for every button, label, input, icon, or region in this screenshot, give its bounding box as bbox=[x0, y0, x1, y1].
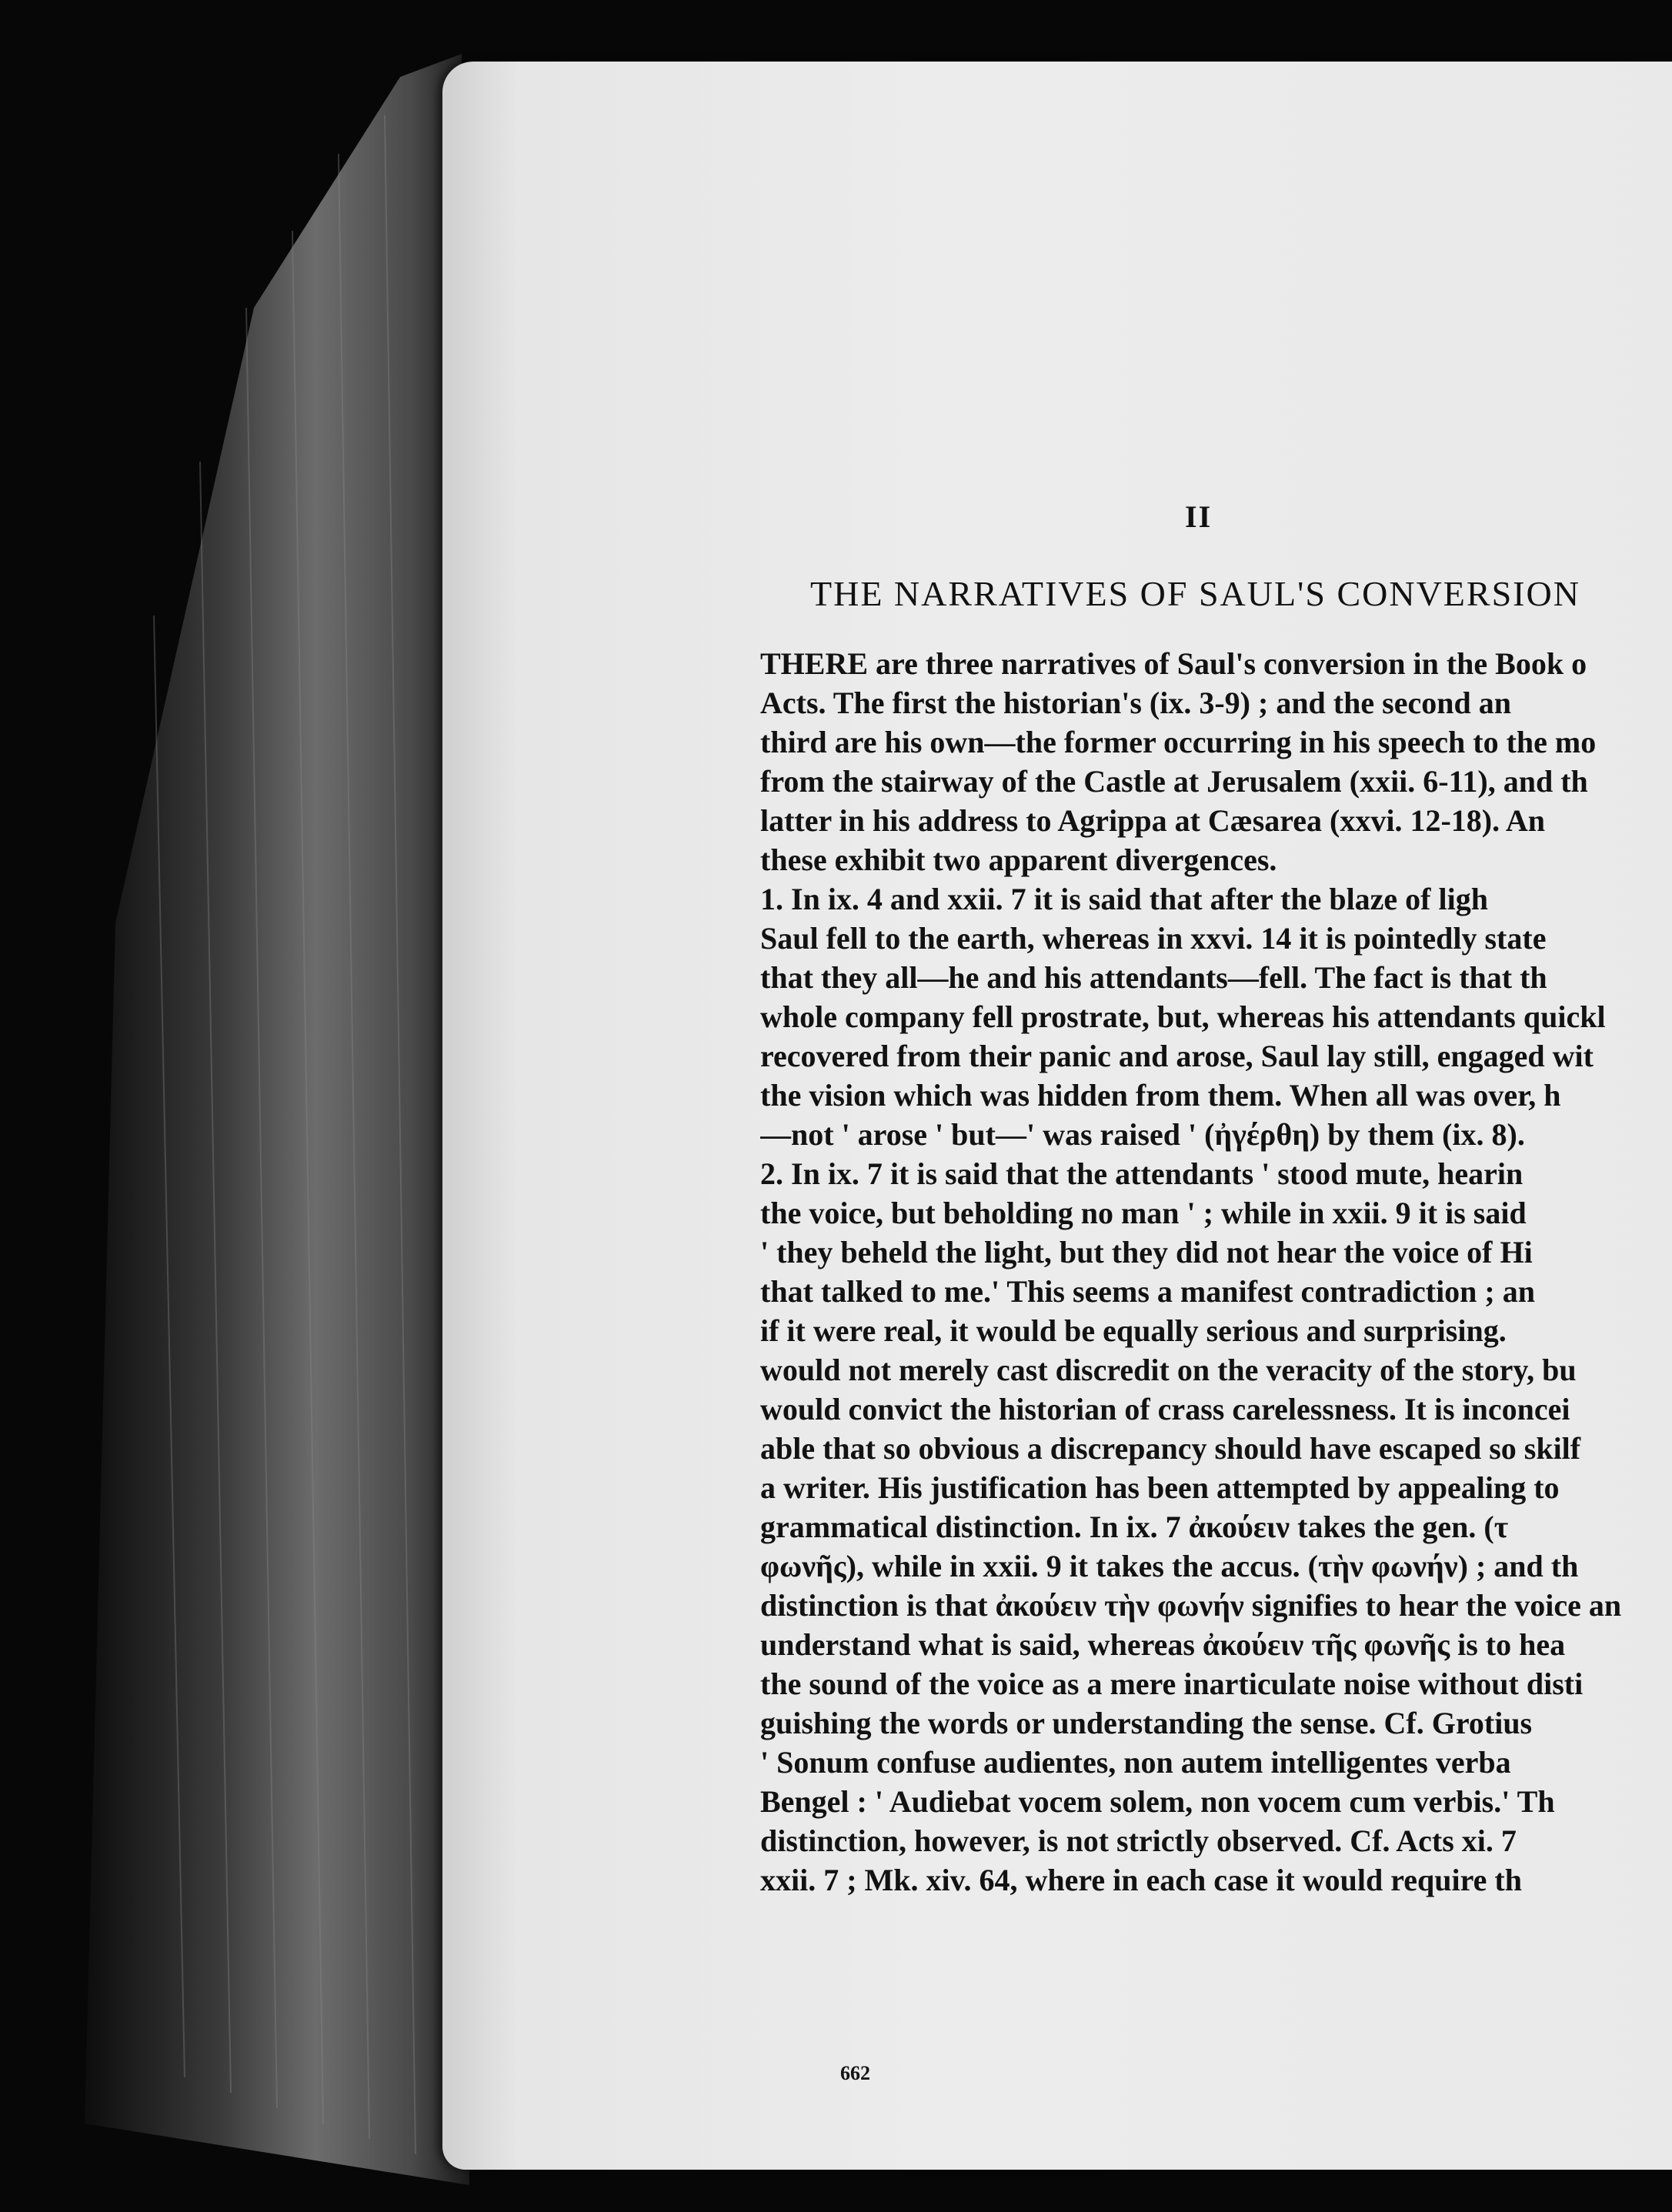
text-line: able that so obvious a discrepancy should have escaped so skilf bbox=[760, 1431, 1581, 1466]
text-line: Saul fell to the earth, whereas in xxvi. 14 it is pointedly state bbox=[760, 921, 1547, 956]
text-line: understand what is said, whereas ἀκούειν τῆς φωνῆς is to hea bbox=[760, 1627, 1566, 1662]
text-line: ' they beheld the light, but they did not hear the voice of Hi bbox=[760, 1235, 1533, 1269]
text-line: distinction is that ἀκούειν τὴν φωνήν signifies to hear the voice an bbox=[760, 1588, 1622, 1623]
body-text bbox=[760, 645, 1672, 2091]
text-line: would convict the historian of crass carelessness. It is inconcei bbox=[760, 1392, 1570, 1426]
text-line: recovered from their panic and arose, Saul lay still, engaged wit bbox=[760, 1039, 1594, 1073]
text-line: from the stairway of the Castle at Jerusalem (xxii. 6-11), and th bbox=[760, 764, 1588, 799]
text-line: if it were real, it would be equally serious and surprising. bbox=[760, 1313, 1507, 1348]
text-line: —not ' arose ' but—' was raised ' (ἠγέρθη) by them (ix. 8). bbox=[760, 1117, 1525, 1152]
text-line: xxii. 7 ; Mk. xiv. 64, where in each case it would require th bbox=[760, 1863, 1522, 1897]
text-line: would not merely cast discredit on the veracity of the story, bu bbox=[760, 1353, 1577, 1387]
text-line: latter in his address to Agrippa at Cæsarea (xxvi. 12-18). An bbox=[760, 803, 1546, 838]
text-line: φωνῆς), while in xxii. 9 it takes the accus. (τὴν φωνήν) ; and th bbox=[760, 1549, 1579, 1583]
text-line: ' Sonum confuse audientes, non autem intelligentes verba bbox=[760, 1745, 1511, 1780]
text-line: grammatical distinction. In ix. 7 ἀκούειν takes the gen. (τ bbox=[760, 1510, 1509, 1544]
text-line: Acts. The first the historian's (ix. 3-9) ; and the second an bbox=[760, 686, 1511, 720]
text-line: third are his own—the former occurring in his speech to the mo bbox=[760, 725, 1597, 759]
text-line: these exhibit two apparent divergences. bbox=[760, 842, 1277, 877]
text-line: the voice, but beholding no man ' ; while in xxii. 9 it is said bbox=[760, 1196, 1527, 1230]
text-line: 1. In ix. 4 and xxii. 7 it is said that after the blaze of ligh bbox=[760, 882, 1488, 916]
text-line: 2. In ix. 7 it is said that the attendants ' stood mute, hearin bbox=[760, 1156, 1523, 1191]
text-line: the vision which was hidden from them. When all was over, h bbox=[760, 1078, 1561, 1113]
text-line: whole company fell prostrate, but, whereas his attendants quickl bbox=[760, 999, 1606, 1034]
text-line: guishing the words or understanding the sense. Cf. Grotius bbox=[760, 1706, 1533, 1740]
page-number: 662 bbox=[840, 2062, 870, 2084]
chapter-number: II bbox=[1185, 499, 1213, 534]
text-line: a writer. His justification has been attempted by appealing to bbox=[760, 1470, 1560, 1505]
text-line: the sound of the voice as a mere inarticulate noise without disti bbox=[760, 1667, 1584, 1701]
text-line: THERE are three narratives of Saul's conversion in the Book o bbox=[760, 646, 1587, 681]
text-line: distinction, however, is not strictly observed. Cf. Acts xi. 7 bbox=[760, 1823, 1517, 1858]
chapter-title: THE NARRATIVES OF SAUL'S CONVERSION bbox=[810, 574, 1580, 613]
text-line: that they all—he and his attendants—fell. The fact is that th bbox=[760, 960, 1547, 995]
text-line: Bengel : ' Audiebat vocem solem, non vocem cum verbis.' Th bbox=[760, 1784, 1555, 1819]
text-line: that talked to me.' This seems a manifest contradiction ; an bbox=[760, 1274, 1535, 1309]
